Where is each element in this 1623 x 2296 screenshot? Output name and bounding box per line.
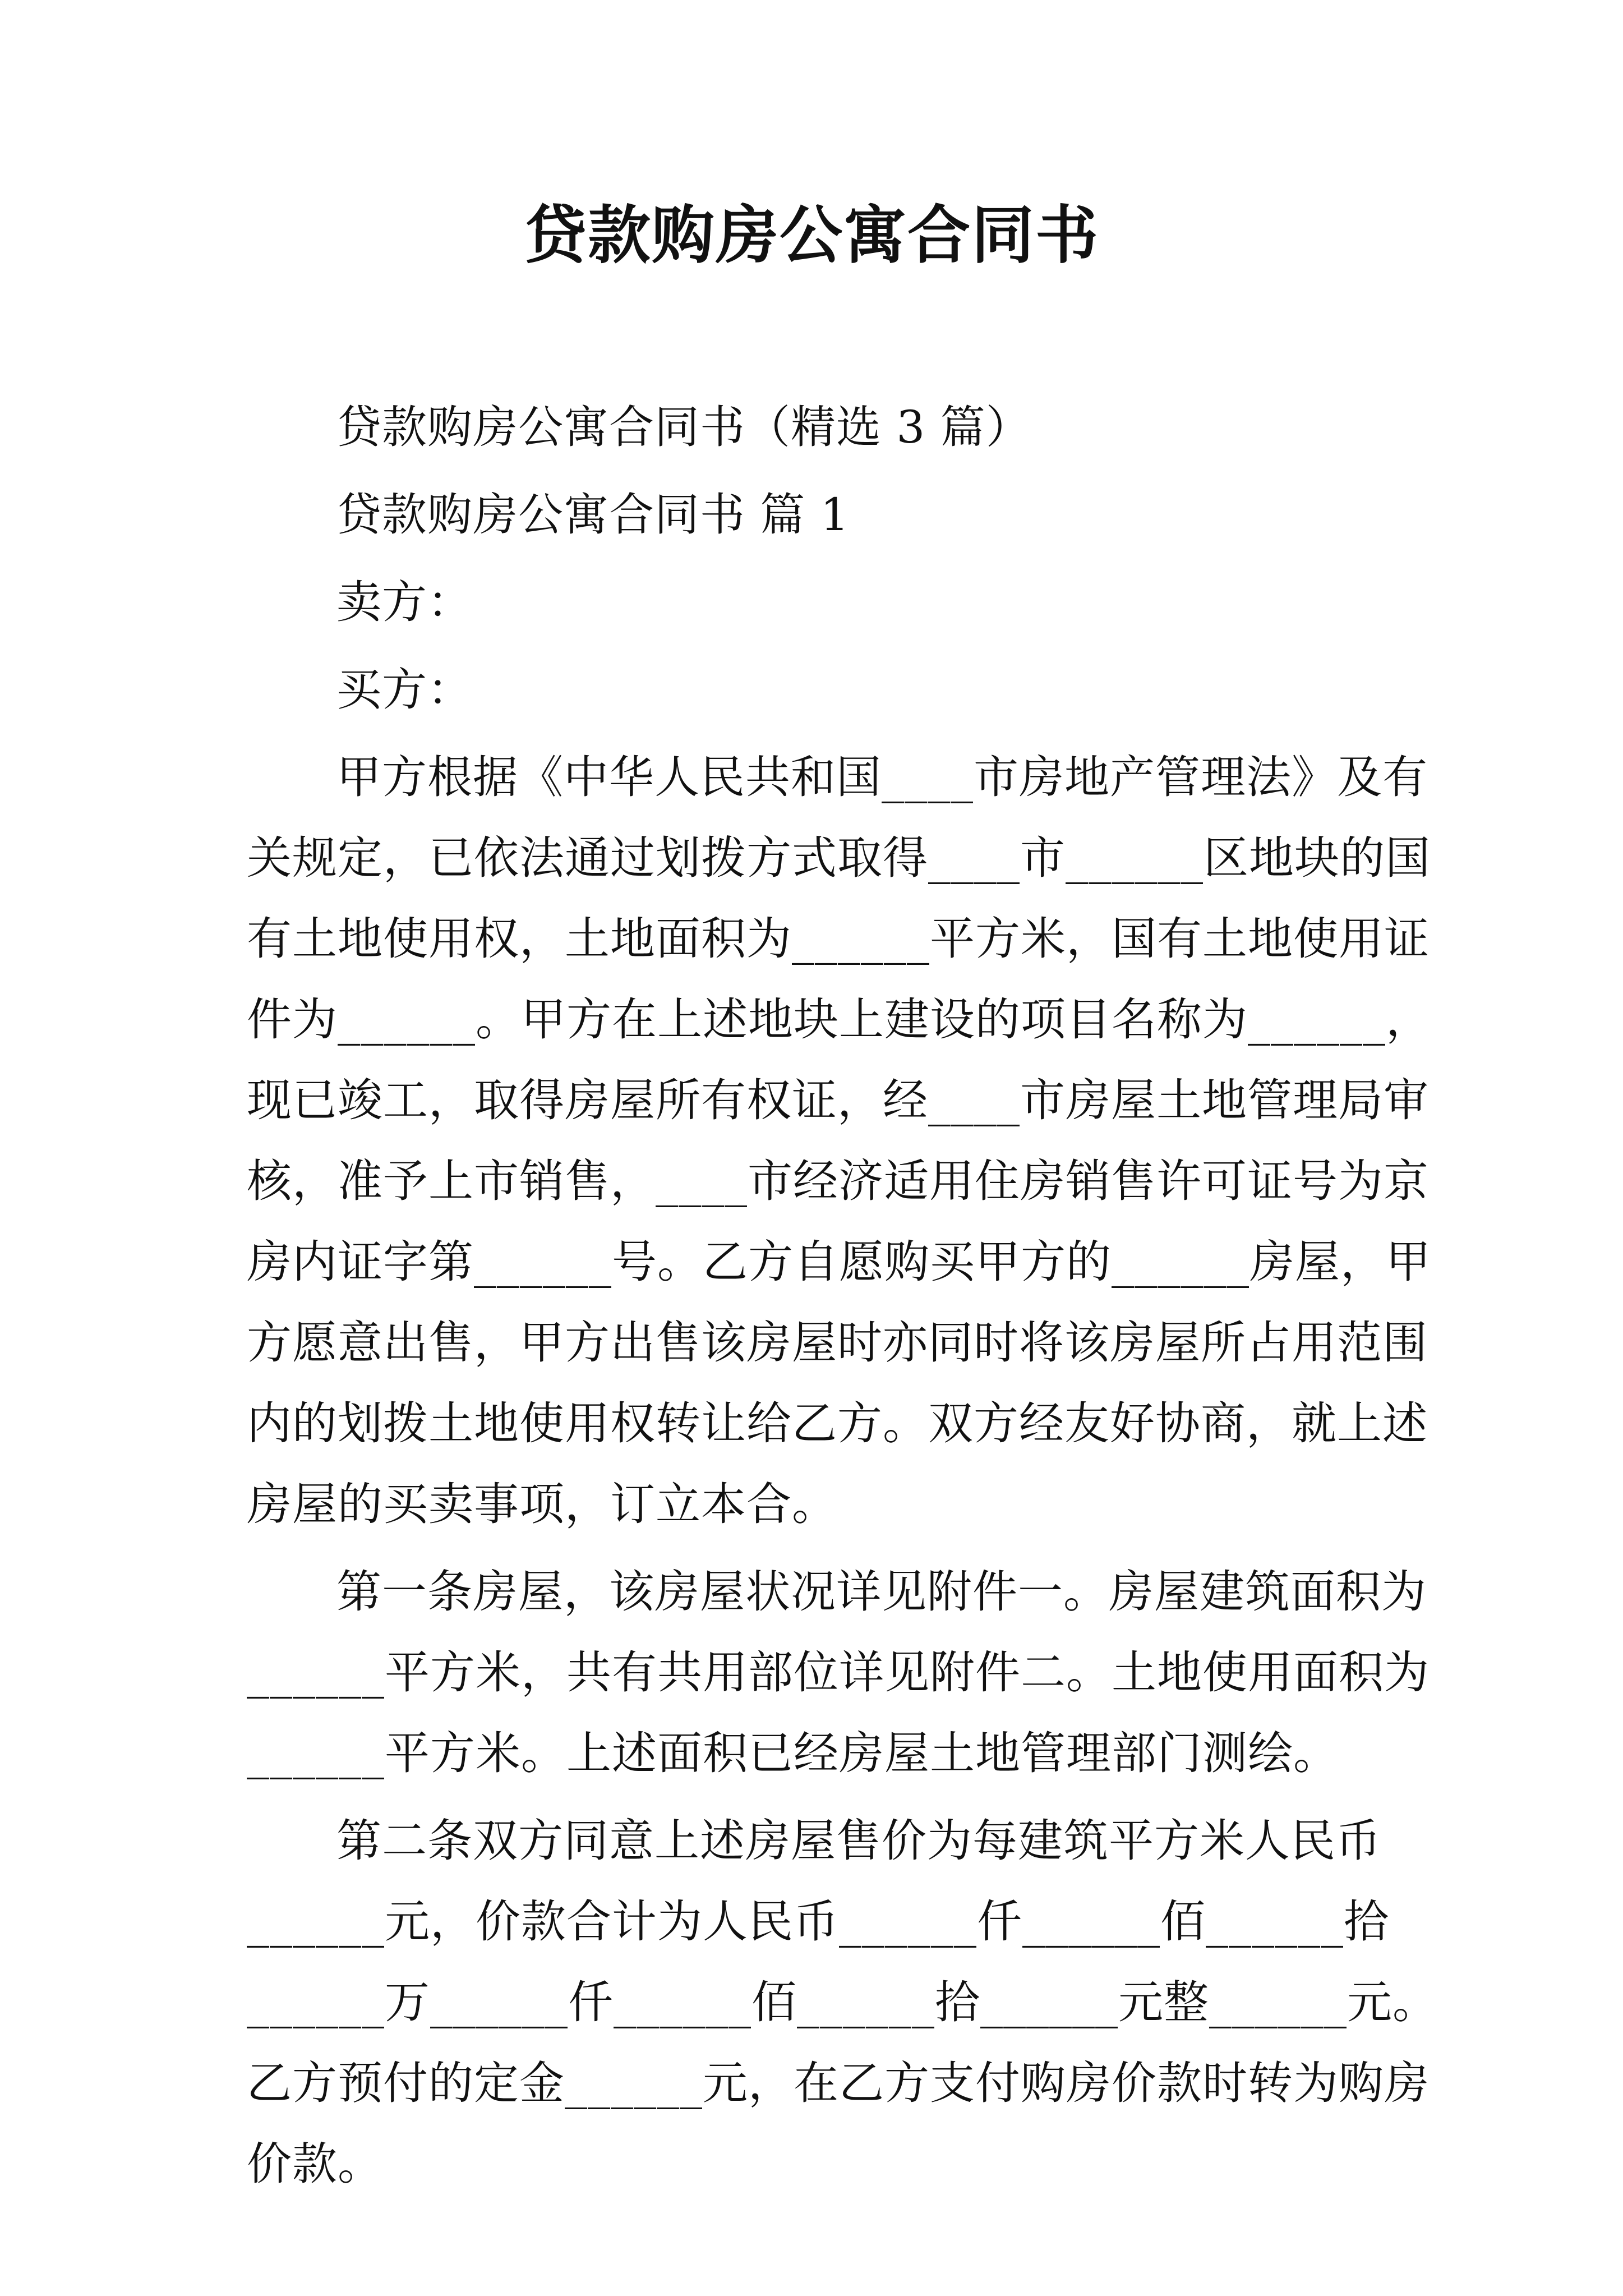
preamble-paragraph: 甲方根据《中华人民共和国____市房地产管理法》及有 关规定，已依法通过划拨方式取得____市______区地块的国 有土地使用权，土地面积为______平方米，国有土地使用证 件为______。甲方在上述地块上建设的项目名称为______， 现已竣工，取得房屋所有权证，经____市房屋土地管理局审 核，准予上市销售，____市经济适用住房销售许可证号为京 房内证字第______号。乙方自愿购买甲方的______房屋，甲 方愿意出售，甲方出售该房屋时亦同时将该房屋所占用范围 内的划拨土地使用权转让给乙方。双方经友好协商，就上述 房屋的买卖事项，订立本合。: [247, 751, 1431, 1530]
buyer-line: 买方：: [336, 664, 473, 716]
document-body: [247, 387, 1438, 2211]
article-one-paragraph: 第一条房屋，该房屋状况详见附件一。房屋建筑面积为 ______平方米，共有共用部位详见附件二。土地使用面积为 ______平方米。上述面积已经房屋土地管理部门测绘。: [247, 1566, 1430, 1779]
article-two-paragraph: 第二条双方同意上述房屋售价为每建筑平方米人民币 ______元，价款合计为人民币______仟______佰______拾 ______万______仟______佰______拾______元整______元。 乙方预付的定金______元，在乙方支付购房价款时转为购房 价款。: [247, 1815, 1438, 2190]
subtitle-paragraph: 贷款购房公寓合同书（精选 3 篇）: [336, 401, 1031, 453]
document-title: 贷款购房公寓合同书: [524, 199, 1099, 272]
section-heading: 贷款购房公寓合同书 篇 1: [336, 489, 850, 541]
seller-line: 卖方：: [336, 576, 473, 628]
